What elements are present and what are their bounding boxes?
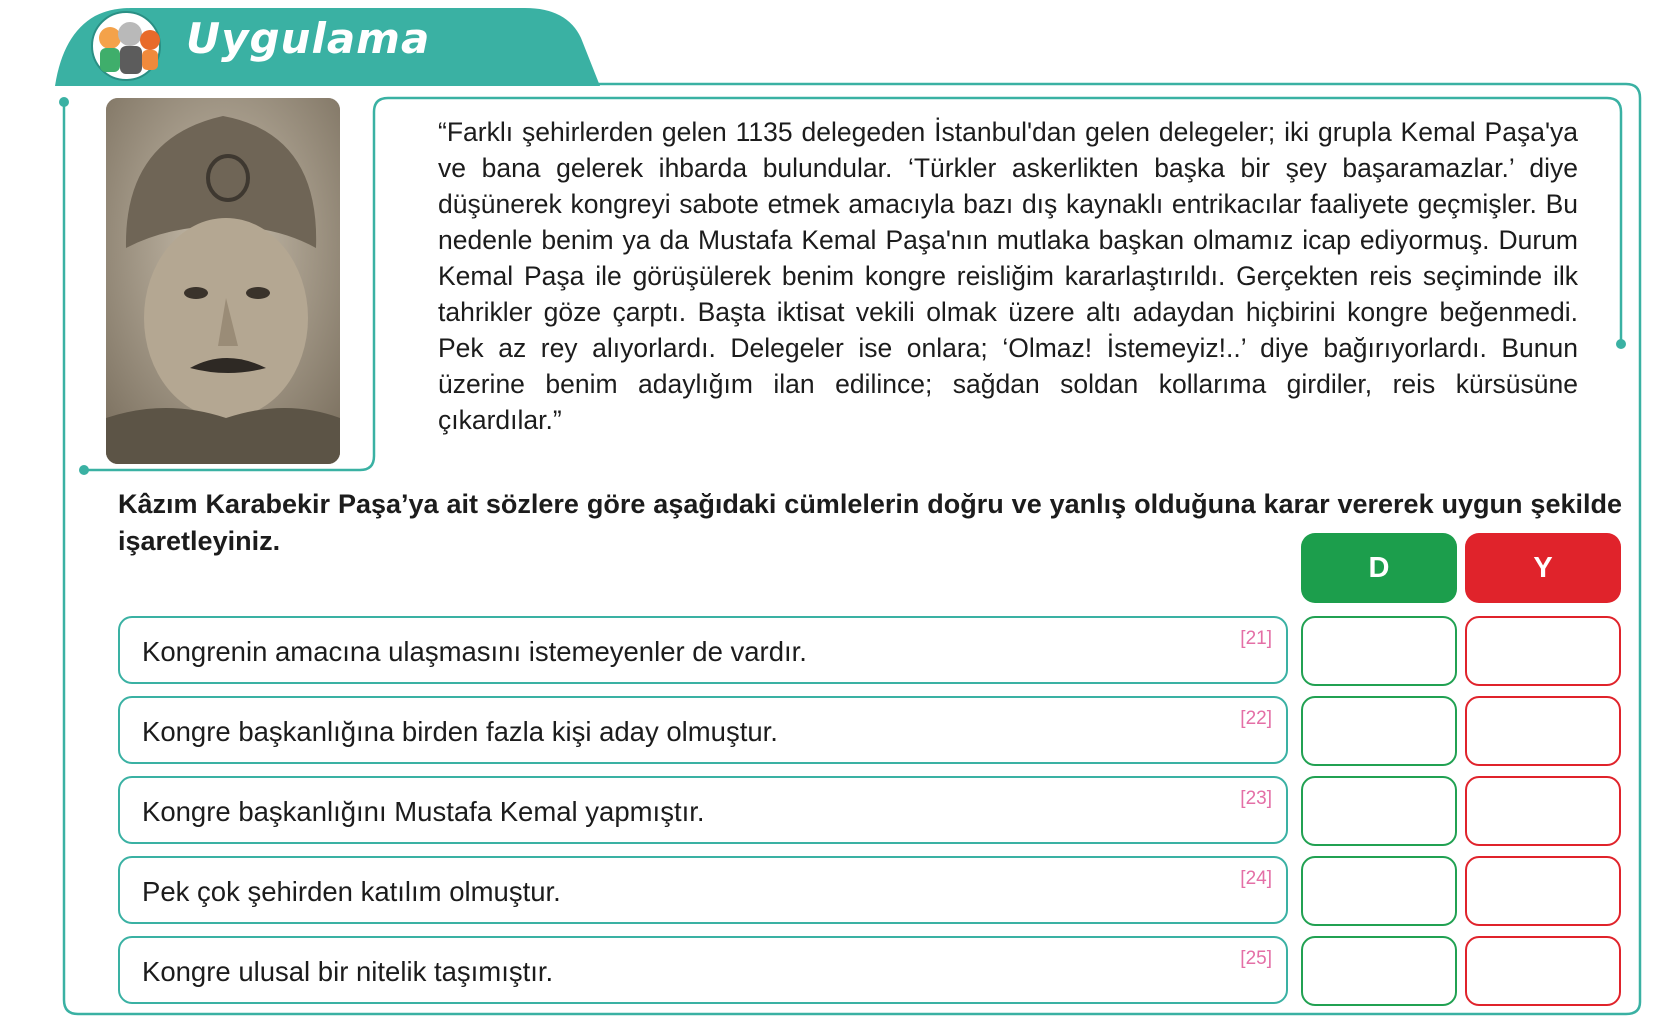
true-answer-box[interactable] xyxy=(1301,856,1457,926)
statement-text: Pek çok şehirden katılım olmuştur. xyxy=(142,876,561,907)
statement-box xyxy=(118,856,1288,924)
statement-ref: [21] xyxy=(1240,628,1272,649)
statement-ref: [22] xyxy=(1240,708,1272,729)
true-answer-box[interactable] xyxy=(1301,616,1457,686)
frame-dot-right xyxy=(1616,339,1626,349)
quote-text: “Farklı şehirlerden gelen 1135 delegeden İstanbul'dan gelen delegeler; iki grupla Kemal Paşa'ya ve bana gelerek ihbarda bulundular. ‘Türkler askerlikten başka bir şey başaramazlar.’ diye düşünerek kongreyi sabote etmek amacıyla bazı dış kaynaklı entrikacılar faaliyete geçmişler. Bu nedenle benim ya da Mustafa Kemal Paşa'nın mutlaka başkan olmamız icap ediyormuş. Durum Kemal Paşa ile görüşülerek benim kongre reisliğim kararlaştırıldı. Gerçekten reis seçiminde ilk tahrikler göze çarptı. Başta iktisat vekili olmak üzere altı adaydan hiçbirini kongre beğenmedi. Pek az rey alıyorlardı. Delegeler ise onlara; ‘Olmaz! İstemeyiz!..’ diye bağırıyorlardı. Bunun üzerine benim adaylığım ilan edilince; sağdan soldan kollarıma girdiler, reis kürsüsüne çıkardılar.” xyxy=(438,117,1578,435)
true-answer-box[interactable] xyxy=(1301,936,1457,1006)
false-column-header: Y xyxy=(1465,533,1621,603)
statement-ref: [23] xyxy=(1240,788,1272,809)
header-title: Uygulama xyxy=(186,14,431,63)
statement-box xyxy=(118,936,1288,1004)
false-answer-box[interactable] xyxy=(1465,696,1621,766)
true-answer-box[interactable] xyxy=(1301,696,1457,766)
question-instruction: Kâzım Karabekir Paşa’ya ait sözlere göre aşağıdaki cümlelerin doğru ve yanlış olduğuna karar vererek uygun şekilde işaretleyiniz. xyxy=(118,489,1622,556)
statement-text: Kongre başkanlığını Mustafa Kemal yapmıştır. xyxy=(142,796,705,827)
characters-logo-icon xyxy=(80,8,172,82)
statement-text: Kongre ulusal bir nitelik taşımıştır. xyxy=(142,956,554,987)
false-answer-box[interactable] xyxy=(1465,776,1621,846)
statement-ref: [24] xyxy=(1240,868,1272,889)
false-answer-box[interactable] xyxy=(1465,856,1621,926)
true-answer-box[interactable] xyxy=(1301,776,1457,846)
false-answer-box[interactable] xyxy=(1465,616,1621,686)
statement-box xyxy=(118,616,1288,684)
statement-ref: [25] xyxy=(1240,948,1272,969)
frame-dot-left xyxy=(79,465,89,475)
statement-box xyxy=(118,776,1288,844)
false-answer-box[interactable] xyxy=(1465,936,1621,1006)
true-column-header: D xyxy=(1301,533,1457,603)
statement-text: Kongrenin amacına ulaşmasını istemeyenler de vardır. xyxy=(142,636,807,667)
statement-text: Kongre başkanlığına birden fazla kişi aday olmuştur. xyxy=(142,716,778,747)
frame-dot-top-left xyxy=(59,97,69,107)
statement-box xyxy=(118,696,1288,764)
portrait-photo xyxy=(106,98,340,464)
